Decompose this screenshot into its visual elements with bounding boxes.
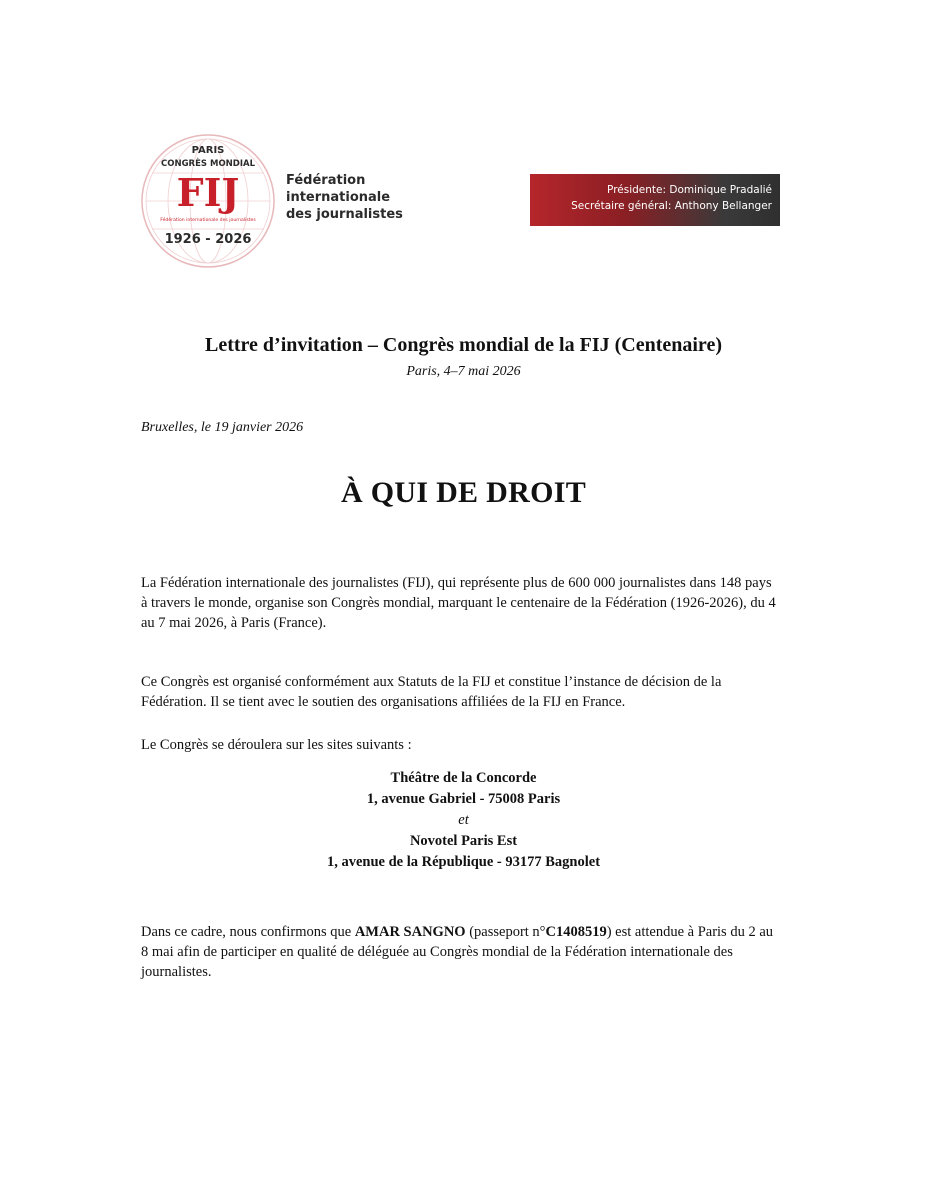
paragraph-confirmation bbox=[141, 922, 781, 982]
date-line: Bruxelles, le 19 janvier 2026 bbox=[141, 420, 304, 435]
letter-title: Lettre d’invitation – Congrès mondial de la FIJ (Centenaire) bbox=[204, 334, 722, 356]
delegate-name: AMAR SANGNO bbox=[354, 924, 466, 940]
secretary-line: Secrétaire général: Anthony Bellanger bbox=[571, 200, 772, 212]
venue-2-address: 1, avenue de la République - 93177 Bagnolet bbox=[326, 854, 601, 870]
org-name-line: internationale bbox=[286, 190, 391, 205]
fij-congress-logo bbox=[140, 133, 276, 269]
logo-top-text: PARIS bbox=[191, 145, 225, 156]
confirmation-prefix: Dans ce cadre, nous confirmons que bbox=[141, 924, 355, 940]
passport-open: (passeport n° bbox=[465, 924, 546, 940]
org-name-line: des journalistes bbox=[286, 207, 403, 222]
confirmation-suffix: ) est attendue à Paris du 2 au 8 mai afin de participer en qualité de déléguée au Congrès mondial de la Fédération internationale des journalistes. bbox=[141, 924, 774, 980]
venue-1-address: 1, avenue Gabriel - 75008 Paris bbox=[366, 791, 561, 807]
org-name-line: Fédération bbox=[286, 173, 366, 188]
venues-block bbox=[0, 768, 927, 873]
passport-number: C1408519 bbox=[545, 924, 607, 940]
paragraph-venues-intro: Le Congrès se déroulera sur les sites suivants : bbox=[141, 737, 412, 753]
venue-1-name: Théâtre de la Concorde bbox=[390, 770, 537, 786]
letter-subtitle: Paris, 4–7 mai 2026 bbox=[406, 364, 521, 379]
logo-event-text: CONGRÈS MONDIAL bbox=[161, 159, 255, 169]
org-name bbox=[286, 172, 403, 223]
logo-ribbon-text: Fédération internationale des journalistes bbox=[160, 218, 256, 223]
salutation: À QUI DE DROIT bbox=[340, 476, 587, 509]
logo-years: 1926 - 2026 bbox=[164, 232, 252, 247]
paragraph-statutes: Ce Congrès est organisé conformément aux Statuts de la FIJ et constitue l’instance de décision de la Fédération. Il se tient avec le soutien des organisations affiliées de la FIJ en France. bbox=[141, 674, 722, 710]
logo-acronym: FIJ bbox=[176, 170, 240, 215]
officers-banner bbox=[530, 174, 780, 226]
venue-conjunction: et bbox=[458, 812, 469, 828]
paragraph-intro: La Fédération internationale des journalistes (FIJ), qui représente plus de 600 000 journalistes dans 148 pays à travers le monde, organise son Congrès mondial, marquant le centenaire de la Fédération (1926-2026), du 4 au 7 mai 2026, à Paris (France). bbox=[141, 575, 776, 631]
president-line: Présidente: Dominique Pradalié bbox=[607, 184, 772, 196]
venue-2-name: Novotel Paris Est bbox=[409, 833, 518, 849]
